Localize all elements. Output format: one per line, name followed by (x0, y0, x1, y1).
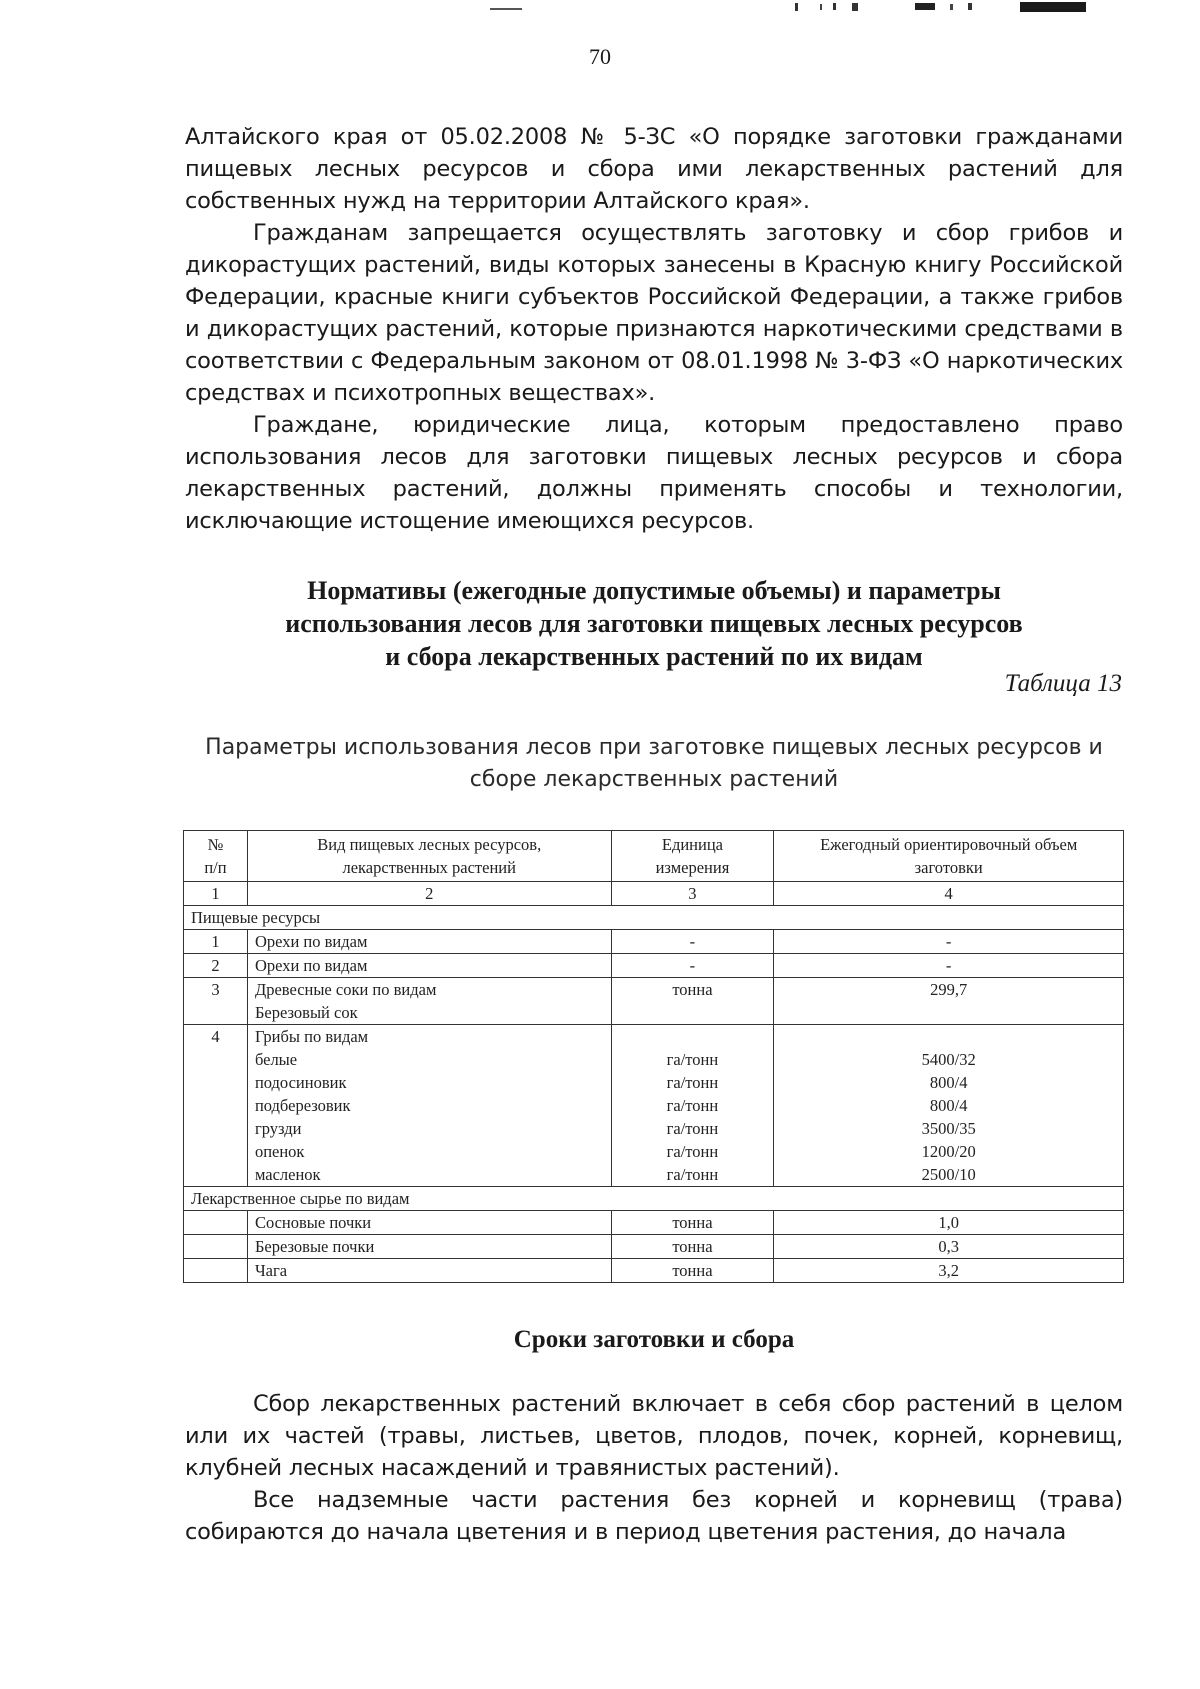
intro-paragraph-2: Гражданам запрещается осуществлять заготовку и сбор грибов и дикорастущих растений, виды которых занесены в Красную книгу Российской Федерации, красные книги субъектов Российской Федерации, а также грибов и дикорастущих растений, которые признаются наркотическими средствами в соответствии с Федеральным законом от 08.01.1998 № 3-ФЗ «О наркотических средствах и психотропных веществах». (185, 220, 1123, 406)
header-number: № п/п (184, 831, 248, 882)
table-title (185, 732, 1123, 796)
row-kind: Орехи по видам (247, 930, 611, 954)
table-row (184, 1235, 1124, 1259)
header-unit: Единица измерения (611, 831, 774, 882)
sap-kind-label: Березовый сок (254, 1003, 358, 1022)
intro-paragraph-1: Алтайского края от 05.02.2008 № 5-ЗС «О порядке заготовки гражданами пищевых лесных ресурсов и сбора ими лекарственных растений для собственных нужд на территории Алтайского края». (185, 124, 1123, 214)
mushroom-kind: подосиновик (254, 1073, 347, 1092)
table-row-mushrooms (184, 1025, 1124, 1187)
column-number-row (184, 882, 1124, 906)
row-volume (774, 1025, 1124, 1187)
section-heading-line: и сбора лекарственных растений по их видам (385, 642, 923, 671)
row-number: 4 (184, 1025, 248, 1187)
section-heading-line: Нормативы (ежегодные допустимые объемы) и параметры (307, 576, 1001, 605)
column-number: 2 (247, 882, 611, 906)
mushroom-volume: 1200/20 (921, 1142, 976, 1161)
row-kind (247, 978, 611, 1025)
mushroom-kind: грузди (254, 1119, 302, 1138)
row-unit: - (611, 930, 774, 954)
table-header-row (184, 831, 1124, 882)
resources-table (183, 830, 1124, 1283)
table-row-sap (184, 978, 1124, 1025)
column-number: 1 (184, 882, 248, 906)
row-volume: - (774, 930, 1124, 954)
section-heading-terms: Сроки заготовки и сбора (513, 1326, 795, 1353)
section-heading-norms (185, 574, 1123, 673)
row-number: 2 (184, 954, 248, 978)
terms-text (185, 1388, 1123, 1548)
mushroom-volume: 3500/35 (921, 1119, 976, 1138)
terms-paragraph-1: Сбор лекарственных растений включает в себя сбор растений в целом или их частей (травы, листьев, цветов, плодов, почек, корней, корневищ, клубней лесных насаждений и травянистых растений). (185, 1391, 1123, 1481)
intro-paragraph-3: Граждане, юридические лица, которым предоставлено право использования лесов для заготовки пищевых лесных ресурсов и сбора лекарственных растений, должны применять способы и технологии, исключающие истощение имеющихся ресурсов. (185, 412, 1123, 534)
section-label-medicinal: Лекарственное сырье по видам (184, 1187, 1124, 1211)
mushroom-kind: опенок (254, 1142, 305, 1161)
row-volume: 0,3 (774, 1235, 1124, 1259)
scan-artifact-marks (0, 0, 1200, 14)
mushroom-kind: подберезовик (254, 1096, 351, 1115)
row-number: 3 (184, 978, 248, 1025)
row-number (184, 1259, 248, 1283)
table-row (184, 930, 1124, 954)
mushroom-kind: масленок (254, 1165, 321, 1184)
header-kind: Вид пищевых лесных ресурсов, лекарственных растений (247, 831, 611, 882)
row-kind: Орехи по видам (247, 954, 611, 978)
table-caption: Таблица 13 (1004, 670, 1122, 697)
table-row (184, 1211, 1124, 1235)
column-number: 4 (774, 882, 1124, 906)
mushroom-unit: га/тонн (666, 1142, 719, 1161)
row-volume: - (774, 954, 1124, 978)
intro-text (185, 121, 1123, 537)
section-row-medicinal (184, 1187, 1124, 1211)
mushroom-volume: 5400/32 (921, 1050, 976, 1069)
mushroom-unit: га/тонн (666, 1165, 719, 1184)
row-unit: тонна (611, 978, 774, 1025)
column-number: 3 (611, 882, 774, 906)
header-volume: Ежегодный ориентировочный объем заготовки (774, 831, 1124, 882)
row-number (184, 1235, 248, 1259)
mushroom-kind: белые (254, 1050, 298, 1069)
table-title-line: сборе лекарственных растений (469, 767, 839, 792)
section-label-food: Пищевые ресурсы (184, 906, 1124, 930)
table-row (184, 954, 1124, 978)
mushroom-volume: 800/4 (929, 1073, 968, 1092)
row-kind: Сосновые почки (247, 1211, 611, 1235)
page-number: 70 (589, 44, 611, 69)
row-number (184, 1211, 248, 1235)
row-unit: тонна (611, 1211, 774, 1235)
mushroom-unit: га/тонн (666, 1119, 719, 1138)
section-heading-line: использования лесов для заготовки пищевых лесных ресурсов (285, 609, 1023, 638)
section-row-food (184, 906, 1124, 930)
mushroom-unit: га/тонн (666, 1073, 719, 1092)
row-unit: тонна (611, 1259, 774, 1283)
row-unit: - (611, 954, 774, 978)
row-volume: 299,7 (774, 978, 1124, 1025)
row-number: 1 (184, 930, 248, 954)
row-kind (247, 1025, 611, 1187)
row-kind: Чага (247, 1259, 611, 1283)
mushroom-volume: 2500/10 (921, 1165, 976, 1184)
table-row (184, 1259, 1124, 1283)
row-volume: 1,0 (774, 1211, 1124, 1235)
row-kind: Березовые почки (247, 1235, 611, 1259)
sap-group-label: Древесные соки по видам (254, 980, 437, 999)
row-unit: тонна (611, 1235, 774, 1259)
mushroom-unit: га/тонн (666, 1050, 719, 1069)
row-unit (611, 1025, 774, 1187)
mushroom-volume: 800/4 (929, 1096, 968, 1115)
row-volume: 3,2 (774, 1259, 1124, 1283)
mushroom-unit: га/тонн (666, 1096, 719, 1115)
mushroom-group-label: Грибы по видам (254, 1027, 369, 1046)
terms-paragraph-2: Все надземные части растения без корней и корневищ (трава) собираются до начала цветения и в период цветения растения, до начала (185, 1487, 1123, 1545)
table-title-line: Параметры использования лесов при заготовке пищевых лесных ресурсов и (205, 735, 1103, 760)
